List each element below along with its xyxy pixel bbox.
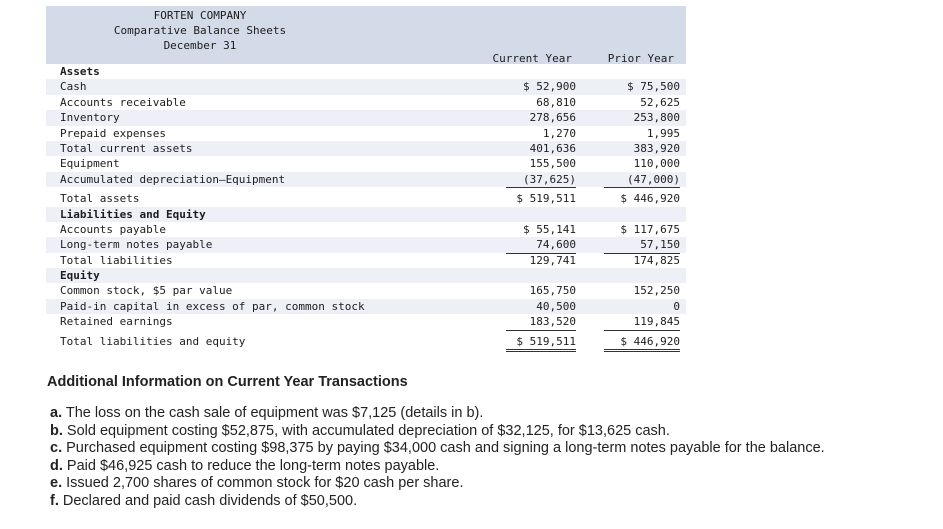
item-text: Declared and paid cash dividends of $50,500. — [62, 492, 358, 509]
total-row — [46, 334, 686, 349]
prior-value: 174,825 — [633, 253, 680, 267]
current-value: 74,600 — [506, 237, 576, 253]
prior-value: 0 — [673, 299, 680, 313]
list-item — [50, 475, 930, 493]
list-item — [50, 423, 930, 441]
row-label: Total liabilities and equity — [60, 334, 246, 348]
current-value: 155,500 — [529, 157, 576, 171]
table-row — [46, 156, 686, 171]
prior-value: 152,250 — [633, 284, 680, 298]
statement-title: Comparative Balance Sheets — [113, 24, 287, 37]
row-label: Equipment — [60, 157, 120, 171]
item-letter: c. — [50, 440, 63, 457]
row-label: Accounts receivable — [60, 95, 186, 109]
row-label: Accounts payable — [60, 222, 166, 236]
column-header-prior-year: Prior Year — [607, 52, 674, 65]
table-row — [46, 110, 686, 125]
table-row — [46, 253, 686, 268]
current-value: 165,750 — [529, 284, 576, 298]
row-label: Paid-in capital in excess of par, common stock — [60, 299, 365, 313]
list-item — [50, 458, 930, 476]
current-value: 1,270 — [506, 126, 576, 142]
row-label: Retained earnings — [60, 315, 173, 329]
item-letter: f. — [50, 492, 59, 509]
balance-sheet-table — [46, 6, 686, 349]
prior-value: 383,920 — [633, 141, 680, 155]
prior-value: 119,845 — [604, 314, 680, 330]
current-value: 68,810 — [536, 95, 576, 109]
row-label: Total current assets — [60, 141, 193, 155]
section-heading-liabilities-equity: Liabilities and Equity — [46, 207, 686, 222]
table-row — [46, 222, 686, 237]
row-label: Cash — [60, 80, 87, 94]
current-value: $ 55,141 — [523, 222, 576, 236]
prior-value: (47,000) — [604, 172, 680, 188]
current-value: 129,741 — [529, 253, 576, 267]
item-text: Sold equipment costing $52,875, with accumulated depreciation of $32,125, for $13,625 cash. — [66, 422, 670, 439]
current-value: 278,656 — [529, 111, 576, 125]
additional-info-list — [50, 405, 930, 511]
table-header — [46, 6, 686, 64]
item-letter: b. — [50, 422, 63, 439]
title-block — [46, 8, 354, 53]
table-row — [46, 79, 686, 94]
item-text: Purchased equipment costing $98,375 by paying $34,000 cash and signing a long-term notes payable for the balance. — [66, 440, 825, 457]
table-row — [46, 283, 686, 298]
current-value: 183,520 — [506, 314, 576, 330]
total-row — [46, 191, 686, 206]
prior-value: $ 446,920 — [604, 334, 680, 352]
current-value: $ 52,900 — [523, 80, 576, 94]
table-row — [46, 237, 686, 252]
current-value: 40,500 — [536, 299, 576, 313]
column-header-current-year: Current Year — [492, 52, 572, 65]
row-label: Inventory — [60, 111, 120, 125]
item-letter: d. — [50, 457, 63, 474]
additional-info-heading: Additional Information on Current Year Transactions — [47, 374, 408, 390]
list-item — [50, 493, 930, 511]
row-label: Total assets — [60, 192, 140, 206]
list-item — [50, 405, 930, 423]
table-row — [46, 126, 686, 141]
prior-value: $ 75,500 — [627, 80, 680, 94]
row-label: Total liabilities — [60, 253, 173, 267]
company-name: FORTEN COMPANY — [153, 9, 247, 22]
current-value: $ 519,511 — [506, 191, 576, 209]
prior-value: 52,625 — [640, 95, 680, 109]
item-text: Issued 2,700 shares of common stock for $20 cash per share. — [66, 475, 464, 492]
item-letter: a. — [50, 405, 63, 421]
row-label: Common stock, $5 par value — [60, 284, 233, 298]
prior-value: 110,000 — [633, 157, 680, 171]
current-value: $ 519,511 — [506, 334, 576, 352]
current-value: (37,625) — [506, 172, 576, 188]
table-row — [46, 141, 686, 156]
row-label: Long-term notes payable — [60, 238, 213, 252]
item-text: The loss on the cash sale of equipment was $7,125 (details in b). — [65, 405, 484, 421]
row-label: Prepaid expenses — [60, 126, 166, 140]
item-text: Paid $46,925 cash to reduce the long-term notes payable. — [66, 457, 440, 474]
table-row — [46, 299, 686, 314]
section-heading-equity: Equity — [46, 268, 686, 283]
current-value: 401,636 — [529, 141, 576, 155]
section-heading-assets: Assets — [60, 65, 100, 78]
prior-value: 253,800 — [633, 111, 680, 125]
item-letter: e. — [50, 475, 63, 492]
table-row — [46, 314, 686, 329]
prior-value: 57,150 — [604, 237, 680, 253]
table-row — [46, 172, 686, 187]
prior-value: $ 117,675 — [620, 222, 680, 236]
prior-value: 1,995 — [604, 126, 680, 142]
row-label: Accumulated depreciation—Equipment — [60, 172, 286, 186]
list-item — [50, 440, 930, 458]
prior-value: $ 446,920 — [604, 191, 680, 209]
table-row — [46, 95, 686, 110]
statement-date: December 31 — [163, 39, 237, 52]
